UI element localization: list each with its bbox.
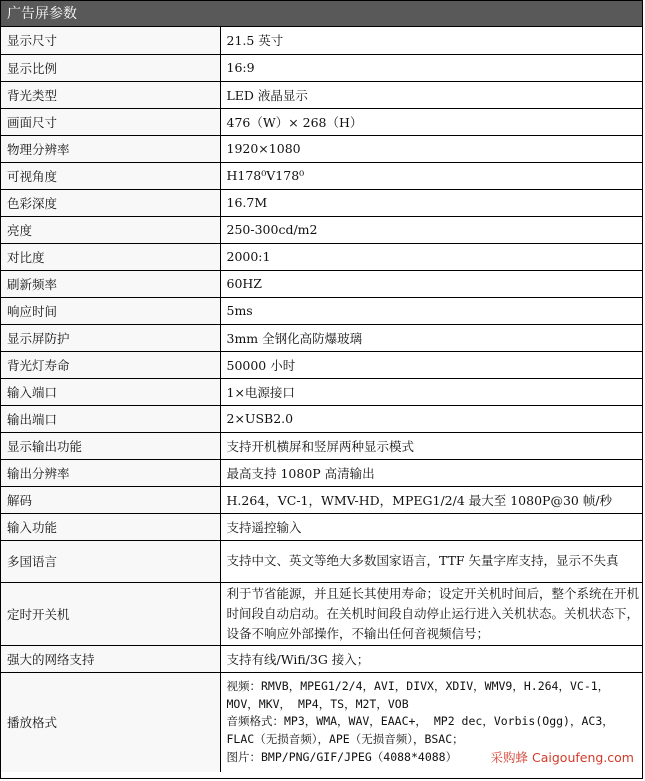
table-row bbox=[1, 405, 642, 432]
row-value: LED 液晶显示 bbox=[220, 81, 642, 108]
table-row bbox=[1, 108, 642, 135]
row-value: 2000:1 bbox=[220, 243, 642, 270]
row-value: 利于节省能源，并且延长其使用寿命；设定开关机时间后，整个系统在开机时间段自动启动。在关机时间段自动停止运行进入关机状态。关机状态下，设备不响应外部操作，不输出任何音视频信号； bbox=[220, 582, 642, 645]
row-value: 支持开机横屏和竖屏两种显示模式 bbox=[220, 432, 642, 459]
table-row bbox=[1, 81, 642, 108]
row-label: 显示屏防护 bbox=[1, 324, 220, 351]
row-value: 支持遥控输入 bbox=[220, 513, 642, 540]
row-value: 3mm 全钢化高防爆玻璃 bbox=[220, 324, 642, 351]
row-value: 1920×1080 bbox=[220, 135, 642, 162]
table-row bbox=[1, 378, 642, 405]
row-label: 播放格式 bbox=[1, 672, 220, 772]
row-label: 显示尺寸 bbox=[1, 27, 220, 54]
row-label: 定时开关机 bbox=[1, 582, 220, 645]
table-row bbox=[1, 162, 642, 189]
row-label: 强大的网络支持 bbox=[1, 645, 220, 672]
table-row bbox=[1, 297, 642, 324]
table-row bbox=[1, 270, 642, 297]
table-row bbox=[1, 27, 642, 54]
row-value: 支持中文、英文等绝大多数国家语言，TTF 矢量字库支持，显示不失真 bbox=[220, 540, 642, 582]
table-row bbox=[1, 351, 642, 378]
row-value: H178⁰V178⁰ bbox=[220, 162, 642, 189]
play-line: FLAC（无损音频），APE（无损音频），BSAC； bbox=[226, 732, 464, 747]
row-value: 60HZ bbox=[220, 270, 642, 297]
row-label: 输出分辨率 bbox=[1, 459, 220, 486]
row-value: 最高支持 1080P 高清输出 bbox=[220, 459, 642, 486]
table-row bbox=[1, 54, 642, 81]
row-value: 1×电源接口 bbox=[220, 378, 642, 405]
row-label: 对比度 bbox=[1, 243, 220, 270]
row-label: 背光灯寿命 bbox=[1, 351, 220, 378]
row-value: H.264，VC-1，WMV-HD，MPEG1/2/4 最大至 1080P@30 帧/秒 bbox=[220, 486, 642, 513]
play-line: MOV，MKV， MP4，TS，M2T，VOB bbox=[226, 696, 409, 711]
row-value: 50000 小时 bbox=[220, 351, 642, 378]
row-label: 亮度 bbox=[1, 216, 220, 243]
table-row bbox=[1, 189, 642, 216]
spec-table bbox=[1, 27, 642, 772]
table-row bbox=[1, 645, 642, 672]
table-row bbox=[1, 432, 642, 459]
row-label: 背光类型 bbox=[1, 81, 220, 108]
row-label: 画面尺寸 bbox=[1, 108, 220, 135]
table-row bbox=[1, 135, 642, 162]
row-value: 2×USB2.0 bbox=[220, 405, 642, 432]
watermark: 采购蜂 Caigoufeng.com bbox=[490, 750, 634, 765]
row-value: 21.5 英寸 bbox=[220, 27, 642, 54]
row-value: 16:9 bbox=[220, 54, 642, 81]
row-label: 显示比例 bbox=[1, 54, 220, 81]
play-line: 图片：BMP/PNG/GIF/JPEG（4088*4088） bbox=[226, 749, 458, 764]
row-label: 输入端口 bbox=[1, 378, 220, 405]
row-value: 476（W）× 268（H） bbox=[220, 108, 642, 135]
row-label: 多国语言 bbox=[1, 540, 220, 582]
row-label: 输入功能 bbox=[1, 513, 220, 540]
table-row bbox=[1, 582, 642, 645]
table-row bbox=[1, 540, 642, 582]
row-label: 刷新频率 bbox=[1, 270, 220, 297]
row-label: 物理分辨率 bbox=[1, 135, 220, 162]
row-label: 可视角度 bbox=[1, 162, 220, 189]
table-row bbox=[1, 513, 642, 540]
row-value: 支持有线/Wifi/3G 接入； bbox=[220, 645, 642, 672]
row-label: 输出端口 bbox=[1, 405, 220, 432]
play-line: 音频格式：MP3，WMA，WAV，EAAC+， MP2 dec，Vorbis(Ogg)，AC3， bbox=[226, 714, 614, 729]
table-row bbox=[1, 486, 642, 513]
row-label: 色彩深度 bbox=[1, 189, 220, 216]
table-row bbox=[1, 459, 642, 486]
row-value: 16.7M bbox=[220, 189, 642, 216]
row-value: 250-300cd/m2 bbox=[220, 216, 642, 243]
row-label: 响应时间 bbox=[1, 297, 220, 324]
row-label: 显示输出功能 bbox=[1, 432, 220, 459]
table-title: 广告屏参数 bbox=[1, 1, 642, 27]
table-row bbox=[1, 216, 642, 243]
table-row bbox=[1, 243, 642, 270]
row-label: 解码 bbox=[1, 486, 220, 513]
row-value: 5ms bbox=[220, 297, 642, 324]
table-row bbox=[1, 324, 642, 351]
play-line: 视频：RMVB，MPEG1/2/4，AVI，DIVX，XDIV，WMV9，H.264，VC-1， bbox=[226, 679, 610, 694]
